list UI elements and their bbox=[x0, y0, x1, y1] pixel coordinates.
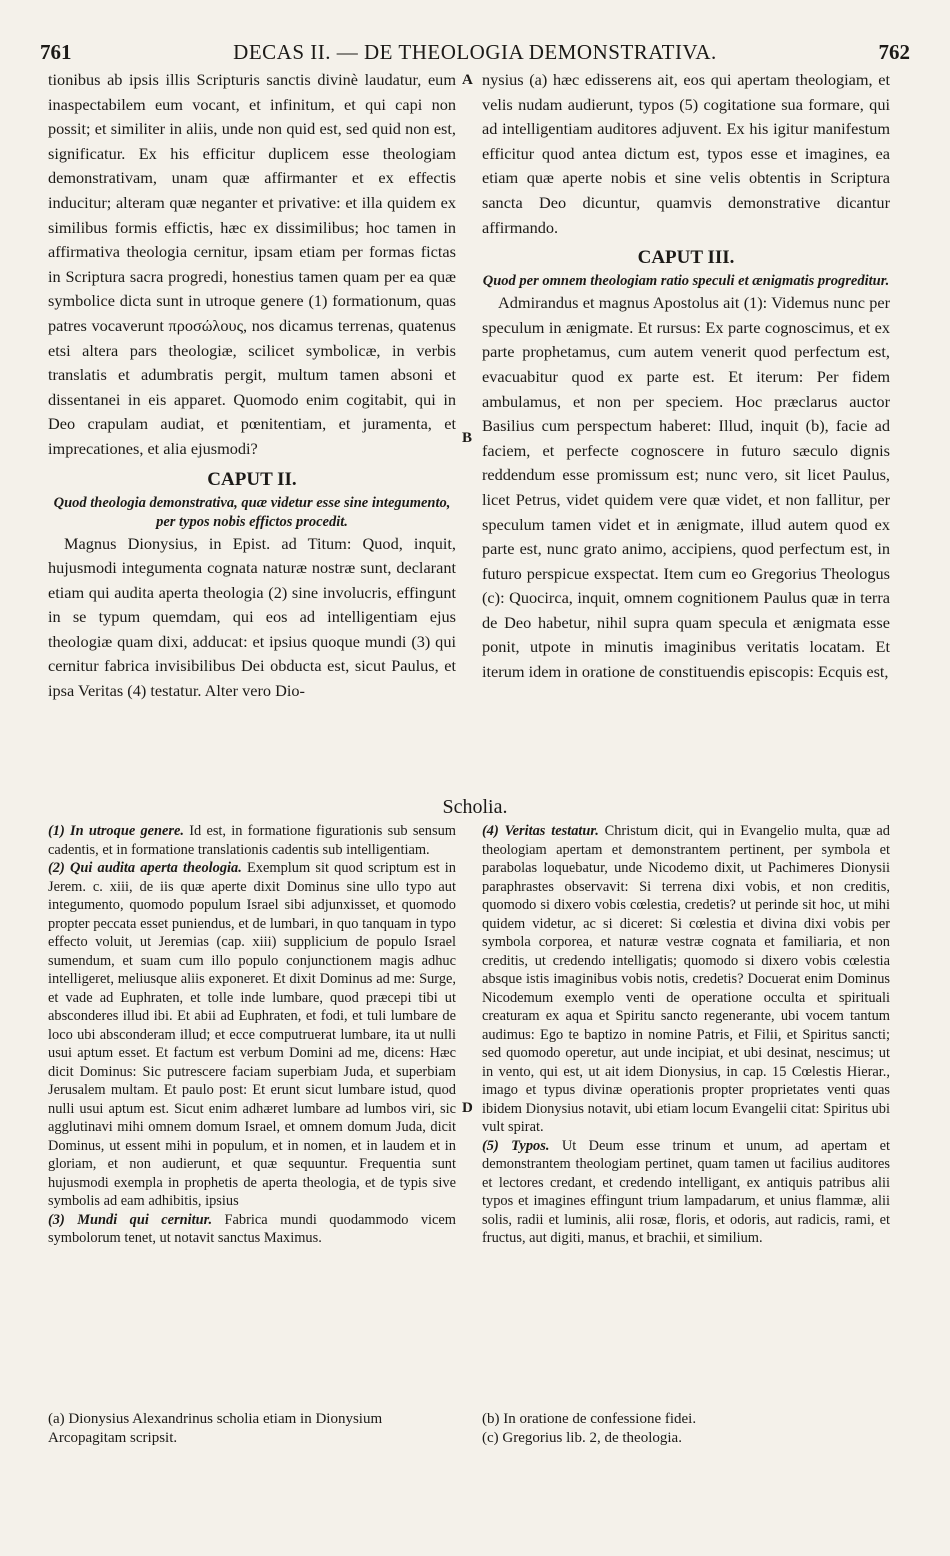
scholion-4-text: Christum dicit, qui in Evangelio multa, quæ ad theologiam apertam et demonstrantem pertinent, per symbola et parabolas loquebatur, unde Nicodemo dixit, ut Pachimeres Dionysii paraphrastes observavit: Si terrena dixi vobis, et non creditis, quomodo si dixero vobis cœlestia, credetis? ut perinde sit hoc, ut mihi quidem videtur, ac si diceret: Si cœlestia et divina dixi vobis per symbola corporea, et naturæ vestræ cognata et familiaria, et non creditis, ut credendo intelligatis; quomodo si dixero vobis cœlestia absque istis imaginibus vobis notis, credetis? Docuerat enim Dominus Nicodemum exemplo venti de operatione occulta et spirituali creaturam ex aqua et Spiritu sancto regenerante, ubi vocem tantum audimus: Ego te baptizo in nomine Patris, et Filii, et Spiritus sancti; sed quomodo operetur, aut unde incipiat, et ubi desinat, nescimus; ut in vento, qui est, ut ait idem Dionysius, in cap. 15 Cœlestis Hierar., imago et typus divinæ operationis propter proprietates venti quas ibidem Dionysius notavit, ubi etiam locum Evangelii citat: Spiritus ubi vult spirat. bbox=[482, 823, 890, 1135]
running-title: DECAS II. — DE THEOLOGIA DEMONSTRATIVA. bbox=[233, 40, 717, 64]
scholion-2 bbox=[48, 859, 456, 1211]
scholion-5 bbox=[482, 1137, 890, 1248]
scholion-2-head: (2) Qui audita aperta theologia. bbox=[48, 860, 242, 876]
scholion-5-text: Ut Deum esse trinum et unum, ad apertam et demonstrantem theologiam pertinet, quam tamen ut facilius auditores et lectores credant, et credendo intelligant, ex antiquis patribus alii typos et imagines effingunt trium lampadarum, et unius flammæ, alii solis, radii et luminis, alii rosæ, floris, et odoris, aut radicis, rami, et fructus, aut digiti, manus, et brachii, et similium. bbox=[482, 1137, 891, 1246]
footnotes-left bbox=[48, 1410, 456, 1447]
scholion-4 bbox=[482, 822, 890, 1137]
chapter-2-title: CAPUT II. bbox=[207, 468, 297, 490]
right-intro-paragraph: nysius (a) hæc edisserens ait, eos qui apertam theologiam, et velis nudam audierunt, typos (5) cogitatione sua formare, qui ad intelligentiam auditores adjuvent. Ex his igitur manifestum efficitur quod antea dictum est, typos esse et imagines, ea etiam quæ aperte nobis et sine velis obtentis in Scriptura sancta Deo dicuntur, quamvis demonstrative dicantur affirmando. bbox=[482, 70, 890, 237]
margin-letter-d: D bbox=[462, 1100, 473, 1116]
footnote-a: (a) Dionysius Alexandrinus scholia etiam in Dionysium Arcopagitam scripsit. bbox=[48, 1411, 383, 1446]
scholion-3-head: (3) Mundi qui cernitur. bbox=[48, 1211, 213, 1228]
scholia-column-right bbox=[482, 822, 890, 1248]
scholion-1-text: Id est, in formatione figurationis sub sensum cadentis, et in formatione translationis cadentis sub intelligentiam. bbox=[48, 823, 456, 858]
chapter-3-subtitle: Quod per omnem theologiam ratio speculi et ænigmatis progreditur. bbox=[482, 273, 890, 290]
scholion-3 bbox=[48, 1211, 456, 1248]
margin-letter-a: A bbox=[462, 72, 473, 88]
scholion-4-head: (4) Veritas testatur. bbox=[482, 823, 599, 839]
chapter-3-title: CAPUT III. bbox=[637, 247, 735, 269]
chapter-2-subtitle: Quod theologia demonstrativa, quæ videtur esse sine integumento, per typos nobis effictos procedit. bbox=[53, 494, 451, 530]
scholion-3-text: Fabrica mundi quodammodo vicem symbolorum tenet, ut notavit sanctus Maximus. bbox=[48, 1211, 456, 1246]
footnotes-right bbox=[482, 1410, 890, 1447]
scholia-title: Scholia. bbox=[442, 796, 508, 818]
scholion-1-head: (1) In utroque genere. bbox=[48, 823, 184, 839]
main-column-right bbox=[482, 68, 890, 685]
scholia-column-left bbox=[48, 822, 456, 1248]
chapter-2-text: Magnus Dionysius, in Epist. ad Titum: Quod, inquit, hujusmodi integumenta cognata naturæ nostræ sunt, declarant etiam qui audita aperta theologia (2) sine involucris, effingunt in se typum quemdam, qui eos ad intelligentiam ejus theologiæ quam dixi, adducat: et ipsius quoque mundi (3) qui cernitur fabrica invisibilibus Dei obducta est, sicut Paulus, et ipsa Veritas (4) testatur. Alter vero Dio- bbox=[48, 533, 456, 701]
main-column-left bbox=[48, 68, 456, 704]
scholion-2-text: Exemplum sit quod scriptum est in Jerem. c. xiii, de iis quæ aperte dixit Dominus sine ullo typo aut integumento, quomodo populum Israel sibi adjunxisset, et quomodo propter peccata esset puniendus, et de lumbari, in quo tanquam in typo effecto voluit, ut Jeremias (cap. xiii) supplicium de populo Israel sumendum, et suam cum illo populo conjunctionem magis adhuc intelligeret, meliusque aliis exponeret. Et dixit Dominus ad me: Surge, et vade ad Euphraten, et tolle inde lumbare, quod præcepi tibi ut absconderes illud ibi. Et abii ad Euphraten, et fodi, et tuli lumbare de loco ubi absconderam illud; et ecce computruerat lumbare, ita ut nulli usui aptum esset. Et factum est verbum Domini ad me, dicens: Hæc dicit Dominus: Sic putrescere faciam superbiam Juda, et superbiam Jerusalem multam. Et paulo post: Et erunt sicut lumbare istud, quod nulli usui aptum est. Sicut enim adhæret lumbare ad lumbos viri, sic agglutinavi mihi omnem domum Israel, et omnem domum Juda, dicit Dominus, ut essent mihi in populum, et in nomen, et in laudem et in gloriam, et non audierunt, et quæ sequuntur. Frequentia sunt hujusmodi exempla in prophetis de aperta theologia, et de typis sive symbolis ad eam adhibitis, ipsius bbox=[48, 860, 456, 1209]
scholion-1 bbox=[48, 822, 456, 859]
intro-paragraph: tionibus ab ipsis illis Scripturis sanctis divinè laudatur, eum inaspectabilem eum vocant, et infinitum, et qui capi non possit; et similiter in aliis, unde non quid est, sed quid non est, significatur. Ex his efficitur duplicem esse theologiam demonstrativam, unam quæ affirmanter et ex effectis inducitur; alteram quæ neganter et privative: et illa quidem ex similibus formis effictis, hæc ex dissimilibus; hoc tamen in affirmativa theologia cernitur, ipsam etiam per formas fictas in Scriptura sacra progredi, honestius tamen quam per ea quæ symbolice dicta sunt in utroque genere (1) formationum, quas patres vocaverunt προσώλους, nos dicamus terrenas, quatenus etsi altera pars theologiæ, scilicet symbolicæ, in verbis translatis et adumbratis pergit, multum tamen absoni et dissentanei in eis apparet. Quomodo enim cogitabit, qui in Deo crapulam audiat, et pœnitentiam, et juramenta, et imprecationes, et alia ejusmodi? bbox=[48, 70, 456, 458]
page-number-left: 761 bbox=[40, 40, 72, 64]
page-number-right: 762 bbox=[878, 40, 910, 64]
chapter-3-text: Admirandus et magnus Apostolus ait (1): Videmus nunc per speculum in ænigmate. Et rursus: Ex parte cognoscimus, et ex parte prophetamus, cum autem venerit quod perfectum est, evacuabitur quod ex parte est. Et iterum: Per fidem ambulamus, et non per speciem. Hoc præclarus auctor Basilius cum perspectum haberet: Illud, inquit (b), facie ad faciem, et perfecte cognoscere in futuro sæculo dignis reddendum esse promissum est; nunc vero, sit licet Paulus, licet Petrus, videt quidem vere quæ videt, et non fallitur, per speculum tamen videt et in ænigmate, illud autem quod ex parte est, nunc grato animo, accipiens, quod perfectum est, in futuro perspicue exspectat. Item cum eo Gregorius Theologus (c): Quocirca, inquit, omnem cognitionem Paulus quæ in terra de Deo habetur, nihil supra quam specula et ænigmata esse ponit, utpote in minutis imaginibus veritatis locatam. Et iterum idem in oratione de constituendis episcopis: Ecquis est, bbox=[482, 293, 890, 682]
margin-letter-b: B bbox=[462, 430, 473, 446]
scholion-5-head: (5) Typos. bbox=[482, 1137, 550, 1154]
footnote-c: (c) Gregorius lib. 2, de theologia. bbox=[482, 1429, 682, 1446]
footnote-b: (b) In oratione de confessione fidei. bbox=[482, 1411, 697, 1427]
